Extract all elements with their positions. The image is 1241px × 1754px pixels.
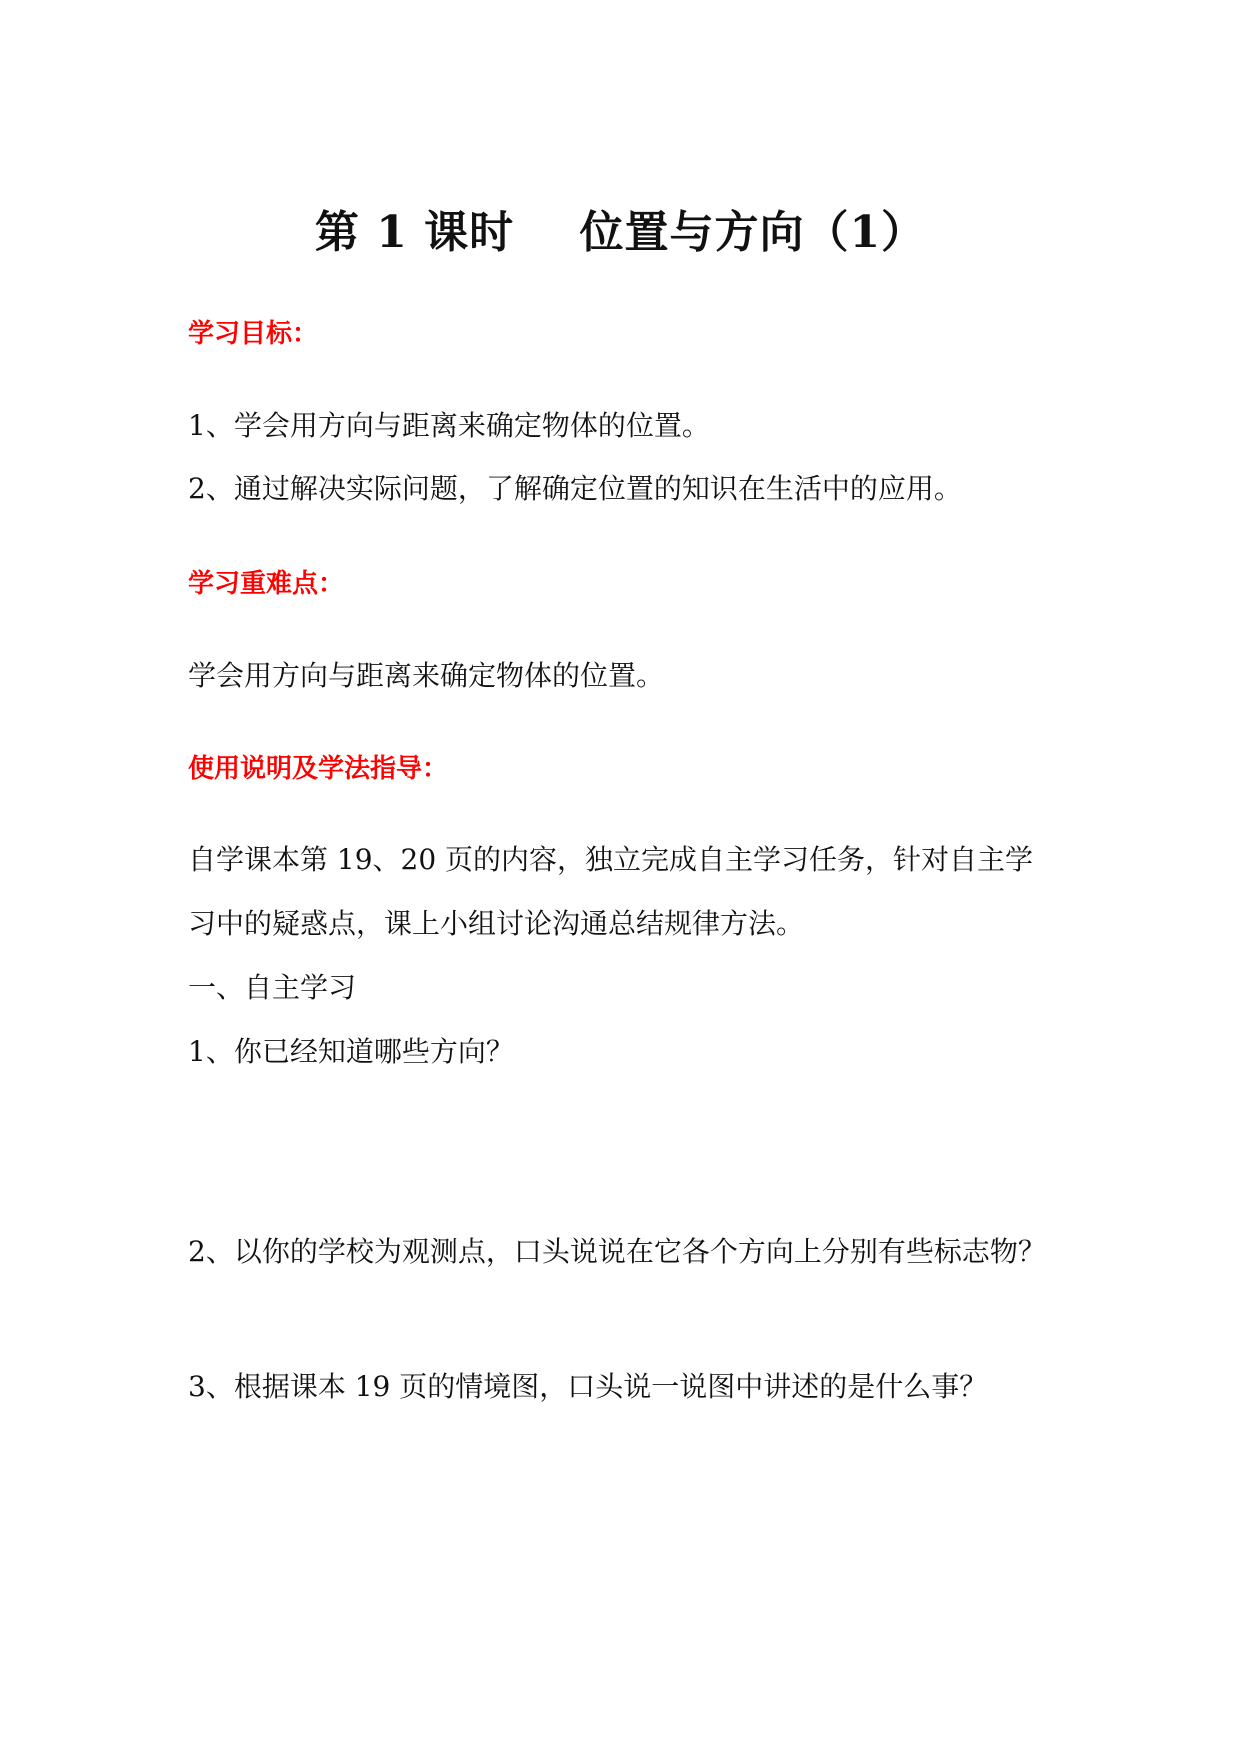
objectives-heading: 学习目标： [188,319,319,349]
key-points-heading: 学习重难点： [188,569,345,599]
key-points-text: 学会用方向与距离来确定物体的位置。 [188,659,665,692]
instructions-heading: 使用说明及学法指导： [188,754,449,784]
question-2: 2、以你的学校为观测点，口头说说在它各个方向上分别有些标志物？ [188,1235,1046,1268]
instructions-line-1: 自学课本第 19、20 页的内容，独立完成自主学习任务，针对自主学 [188,843,1034,876]
instructions-line-2: 习中的疑惑点，课上小组讨论沟通总结规律方法。 [188,907,805,940]
objective-item-1: 1、学会用方向与距离来确定物体的位置。 [188,409,710,442]
objective-item-2: 2、通过解决实际问题，了解确定位置的知识在生活中的应用。 [188,472,962,505]
self-study-heading: 一、自主学习 [188,971,357,1004]
question-3: 3、根据课本 19 页的情境图，口头说一说图中讲述的是什么事？ [188,1370,988,1403]
page-title: 第 1 课时 位置与方向（1） [314,207,927,258]
question-1: 1、你已经知道哪些方向？ [188,1035,514,1068]
